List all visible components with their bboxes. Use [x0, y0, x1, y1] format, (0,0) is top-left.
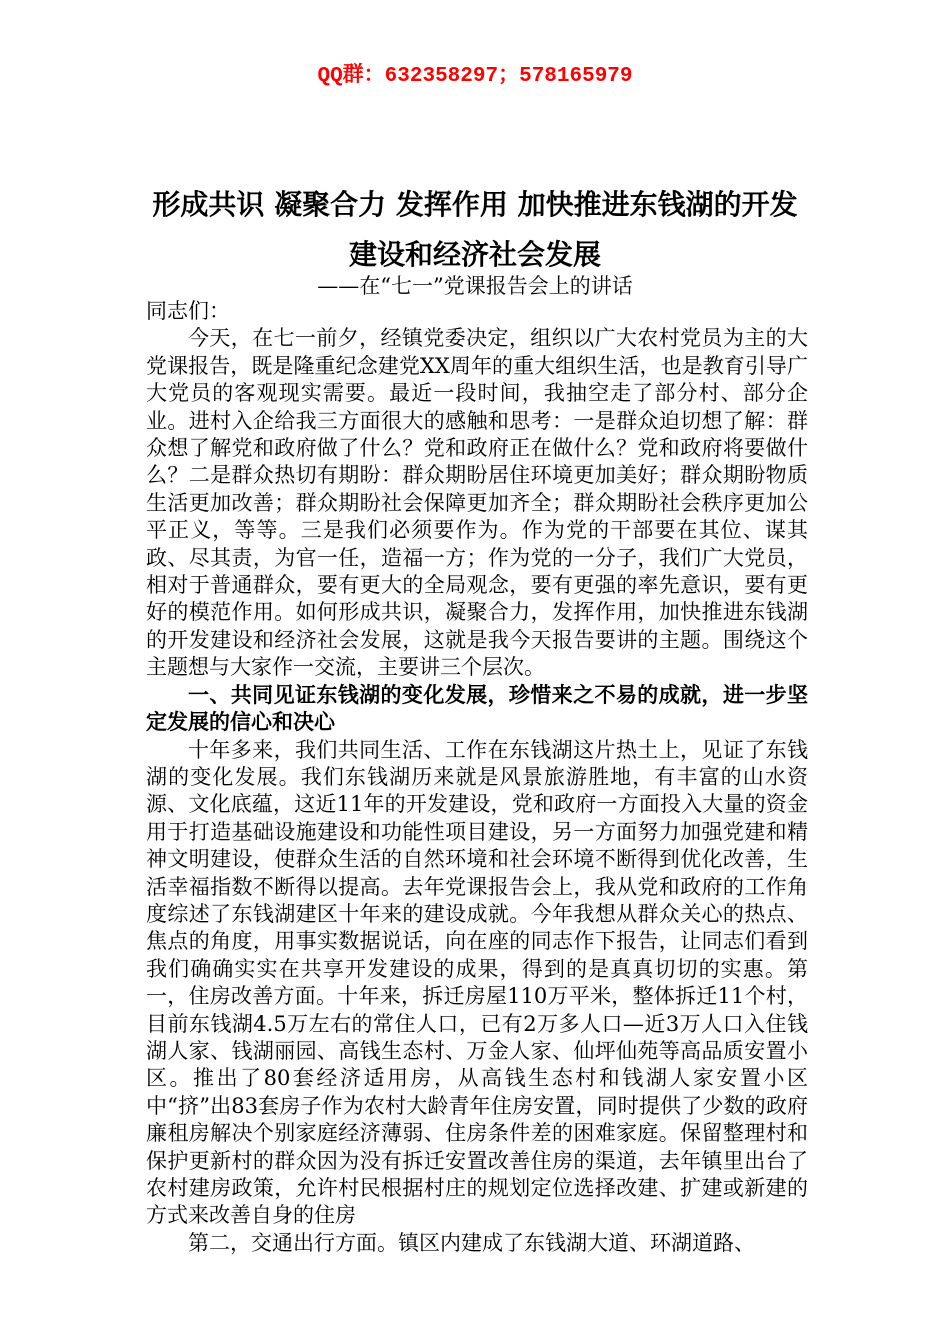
paragraph-development: 十年多来，我们共同生活、工作在东钱湖这片热土上，见证了东钱湖的变化发展。我们东钱湖历来就是风景旅游胜地，有丰富的山水资源、文化底蕴，这近11年的开发建设，党和政府一方面投入大量的资金用于打造基础设施建设和功能性项目建设，另一方面努力加强党建和精神文明建设，使群众生活的自然环境和社会环境不断得到优化改善，生活幸福指数不断得以提高。去年党课报告会上，我从党和政府的工作角度综述了东钱湖建区十年来的建设成就。今年我想从群众关心的热点、焦点的角度，用事实数据说话，向在座的同志作下报告，让同志们看到我们确确实实在共享开发建设的成果，得到的是真真切切的实惠。第一，住房改善方面。十年来，拆迁房屋110万平米，整体拆迁11个村，目前东钱湖4.5万左右的常住人口，已有2万多人口—近3万人口入住钱湖人家、钱湖丽园、高钱生态村、万金人家、仙坪仙苑等高品质安置小区。推出了80套经济适用房，从高钱生态村和钱湖人家安置小区中“挤”出83套房子作为农村大龄青年住房安置，同时提供了少数的政府廉租房解决个别家庭经济薄弱、住房条件差的困难家庭。保留整理村和保护更新村的群众因为没有拆迁安置改善住房的渠道，去年镇里出台了农村建房政策，允许村民根据村庄的规划定位选择改建、扩建或新建的方式来改善自身的住房 — [146, 737, 808, 1228]
document-subtitle: ——在“七一”党课报告会上的讲话 — [317, 274, 633, 298]
salutation: 同志们： — [146, 299, 230, 323]
section-heading-1: 一、共同见证东钱湖的变化发展，珍惜来之不易的成就，进一步坚定发展的信心和决心 — [146, 682, 808, 735]
paragraph-transport: 第二，交通出行方面。镇区内建成了东钱湖大道、环湖道路、 — [188, 1230, 755, 1255]
qq-group-header: QQ群：632358297；578165979 — [317, 65, 633, 88]
document-title: 形成共识 凝聚合力 发挥作用 加快推进东钱湖的开发建设和经济社会发展 — [152, 188, 798, 271]
paragraph-intro: 今天，在七一前夕，经镇党委决定，组织以广大农村党员为主的大党课报告，既是隆重纪念建党XX周年的重大组织生活，也是教育引导广大党员的客观现实需要。最近一段时间，我抽空走了部分村、部分企业。进村入企给我三方面很大的感触和思考：一是群众迫切想了解：群众想了解党和政府做了什么？党和政府正在做什么？党和政府将要做什么？二是群众热切有期盼：群众期盼居住环境更加美好；群众期盼物质生活更加改善；群众期盼社会保障更加齐全；群众期盼社会秩序更加公平正义，等等。三是我们必须要作为。作为党的干部要在其位、谋其政、尽其责，为官一任，造福一方；作为党的一分子，我们广大党员，相对于普通群众，要有更大的全局观念，要有更强的率先意识，要有更好的模范作用。如何形成共识，凝聚合力，发挥作用，加快推进东钱湖的开发建设和经济社会发展，这就是我今天报告要讲的主题。围绕这个主题想与大家作一交流，主要讲三个层次。 — [146, 326, 808, 680]
document-body — [146, 298, 808, 1257]
